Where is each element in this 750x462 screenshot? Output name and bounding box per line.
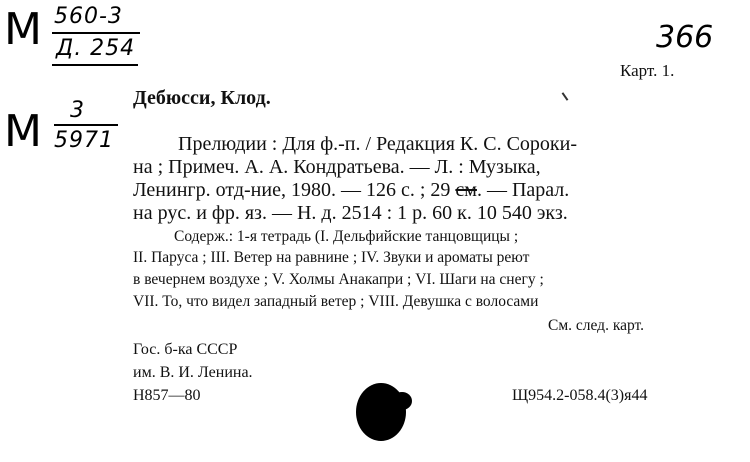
shelfmark-numerator-1: 560-3 — [54, 4, 123, 29]
shelfmark-underline-1 — [52, 64, 138, 66]
print-code: Н857—80 — [133, 387, 201, 404]
contents-line-3: в вечернем воздухе ; V. Холмы Анакапри ; VI. Шаги на снегу ; — [133, 271, 544, 288]
description-line-1: Прелюдии : Для ф.-п. / Редакция К. С. Сороки- — [178, 133, 578, 155]
shelfmark-numerator-2: 3 — [70, 98, 85, 123]
inventory-number: 366 — [656, 20, 714, 55]
description-line-3-text: Ленингр. отд-ние, 1980. — 126 с. ; 29 — [133, 179, 451, 201]
classification-code: Щ954.2-058.4(3)я44 — [512, 387, 648, 404]
description-line-4: на рус. и фр. яз. — Н. д. 2514 : 1 р. 60 к. 10 540 экз. — [133, 202, 568, 224]
description-line-2: на ; Примеч. А. А. Кондратьева. — Л. : Музыка, — [133, 156, 541, 178]
pencil-tick — [562, 92, 569, 101]
library-line-1: Гос. б-ка СССР — [133, 341, 238, 358]
library-line-2: им. В. И. Ленина. — [133, 364, 253, 381]
shelfmark-letter-2: М — [4, 106, 42, 157]
shelfmark-denominator-1: Д. 254 — [56, 36, 136, 61]
shelfmark-denominator-2: 5971 — [54, 128, 114, 153]
contents-line-2: II. Паруса ; III. Ветер на равнине ; IV. Звуки и ароматы реют — [133, 249, 530, 266]
author-heading: Дебюсси, Клод. — [133, 87, 271, 109]
description-line-3-struck: см — [455, 179, 477, 201]
contents-line-1: Содерж.: 1-я тетрадь (I. Дельфийские танцовщицы ; — [174, 228, 519, 245]
description-line-3-tail: . — Парал. — [476, 179, 570, 201]
contents-line-4: VII. То, что видел западный ветер ; VIII. Девушка с волосами — [133, 293, 539, 310]
description-line-3 — [133, 180, 569, 200]
see-next-card: См. след. карт. — [548, 317, 645, 334]
ink-blot-lobe — [392, 392, 412, 410]
shelfmark-rule-1 — [52, 32, 140, 34]
card-label: Карт. 1. — [620, 61, 675, 80]
shelfmark-letter-1: М — [4, 4, 42, 55]
shelfmark-rule-2 — [54, 124, 118, 126]
